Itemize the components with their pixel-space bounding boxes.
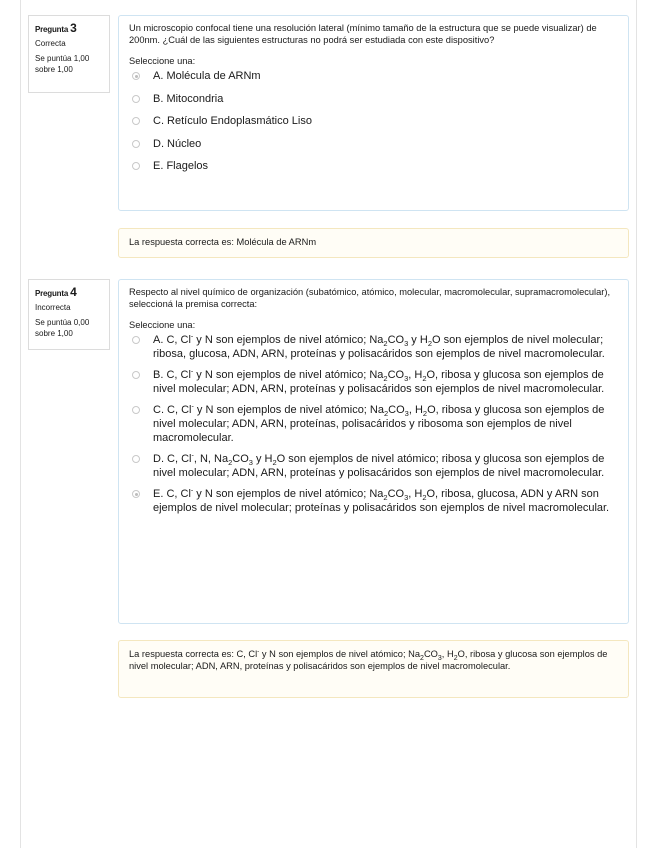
answer-label[interactable]: A. Molécula de ARNm	[153, 70, 261, 82]
question-4-answers	[129, 333, 618, 515]
answer-label[interactable]: D. C, Cl-, N, $Na_2CO_3$ y $H_2O$ son ejemplos de nivel atómico; ribosa y glucosa son ejemplos de nivel molecular; ADN, ARN, proteínas y polisacáridos son ejemplos de nivel macromolecular.	[153, 452, 605, 479]
radio-button[interactable]	[132, 455, 140, 463]
page-border-left	[20, 0, 21, 848]
question-3-formulation	[118, 15, 629, 211]
radio-button[interactable]	[132, 72, 140, 80]
answer-label[interactable]: E. C, Cl- y N son ejemplos de nivel atómico; $Na_2CO_3$, $H_2O$, ribosa, glucosa, ADN y ARN son ejemplos de nivel molecular; proteínas y polisacáridos son ejemplos de nivel macromolecular.	[153, 487, 610, 514]
radio-button[interactable]	[132, 336, 140, 344]
question-3-prompt: Seleccione una:	[129, 56, 196, 66]
question-4-text: Respecto al nivel químico de organización (subatómico, atómico, molecular, macromolecular, supramacromolecular), seleccioná la premisa correcta:	[129, 287, 611, 309]
answer-option[interactable]	[129, 333, 618, 361]
answer-label[interactable]: B. Mitocondria	[153, 92, 224, 105]
question-4-info	[28, 279, 110, 350]
answer-label[interactable]: C. Retículo Endoplasmático Liso	[153, 115, 312, 127]
question-4-prompt: Seleccione una:	[129, 320, 196, 330]
question-4-feedback: La respuesta correcta es: C, Cl- y N son ejemplos de nivel atómico; $Na_2CO_3$, $H_2O$, ribosa y glucosa son ejemplos de nivel molecular; ADN, ARN, proteínas y polisacáridos son ejemplos de nivel macromolecular.	[118, 640, 629, 698]
answer-option[interactable]	[129, 159, 618, 182]
answer-option[interactable]	[129, 137, 618, 160]
question-3-feedback: La respuesta correcta es: Molécula de ARNm	[118, 228, 629, 258]
answer-label[interactable]: D. Núcleo	[153, 137, 202, 150]
answer-option[interactable]	[129, 403, 618, 445]
radio-button[interactable]	[132, 490, 140, 498]
radio-button[interactable]	[132, 117, 140, 125]
answer-option[interactable]	[129, 368, 618, 396]
question-3-text: Un microscopio confocal tiene una resolución lateral (mínimo tamaño de la estructura que se puede visualizar) de 200nm. ¿Cuál de las siguientes estructuras no podrá ser estudiada con este dispositivo?	[129, 23, 597, 45]
answer-label[interactable]: A. C, Cl- y N son ejemplos de nivel atómico; $Na_2CO_3$ y $H_2O$ son ejemplos de nivel molecular; ribosa, glucosa, ADN, ARN, proteínas y polisacáridos son ejemplos de nivel macromolecular.	[153, 333, 605, 360]
question-4-grade: Se puntúa 0,00 sobre 1,00	[35, 318, 90, 338]
question-3-grade: Se puntúa 1,00 sobre 1,00	[35, 54, 90, 74]
radio-button[interactable]	[132, 371, 140, 379]
radio-button[interactable]	[132, 95, 140, 103]
answer-label[interactable]: C. C, Cl- y N son ejemplos de nivel atómico; $Na_2CO_3$, $H_2O$, ribosa y glucosa son ejemplos de nivel molecular; ADN, ARN, proteínas, polisacáridos y ribosoma son ejemplos de nivel macromolecular.	[153, 403, 605, 444]
page-border-right	[636, 0, 637, 848]
answer-option[interactable]	[129, 69, 618, 92]
answer-option[interactable]	[129, 114, 618, 137]
question-4-formulation	[118, 279, 629, 624]
answer-label[interactable]: B. C, Cl- y N son ejemplos de nivel atómico; $Na_2CO_3$, $H_2O$, ribosa y glucosa son ejemplos de nivel molecular; ADN, ARN, proteínas y polisacáridos son ejemplos de nivel macromolecular.	[153, 368, 605, 395]
answer-option[interactable]	[129, 92, 618, 115]
answer-label[interactable]: E. Flagelos	[153, 160, 209, 172]
question-3-number: Pregunta 3	[35, 21, 77, 35]
question-3-info	[28, 15, 110, 93]
answer-option[interactable]	[129, 452, 618, 480]
question-4-number: Pregunta 4	[35, 285, 77, 299]
radio-button[interactable]	[132, 406, 140, 414]
question-4-state: Incorrecta	[35, 303, 71, 312]
radio-button[interactable]	[132, 162, 140, 170]
radio-button[interactable]	[132, 140, 140, 148]
question-3-answers	[129, 69, 618, 182]
answer-option[interactable]	[129, 487, 618, 515]
question-3-state: Correcta	[35, 39, 66, 48]
